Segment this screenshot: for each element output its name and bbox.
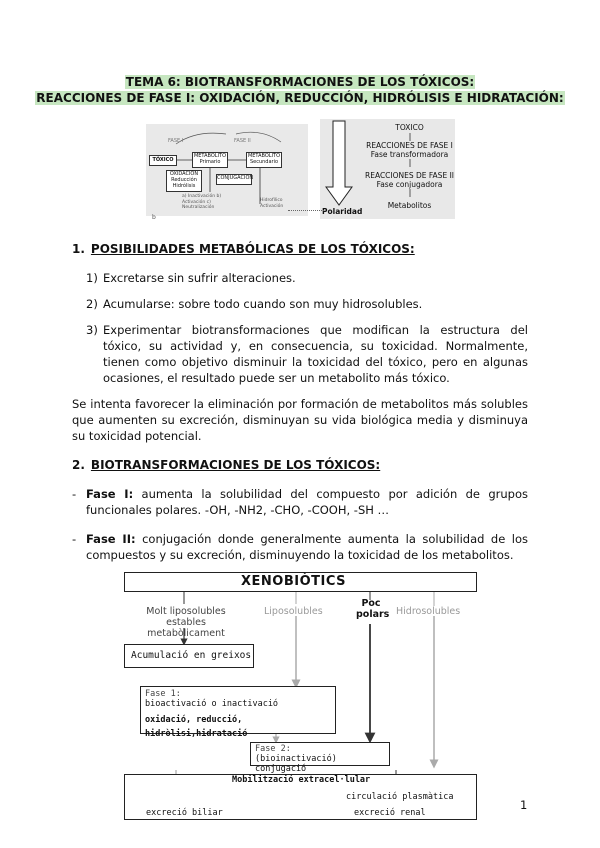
fase1-faint-label: FASE I [168, 138, 184, 144]
xenobiotics-diagram [124, 572, 477, 832]
fase2-bullet: Fase II: conjugación donde generalmente aumenta la solubilidad de los compuestos y su excreción, disminuyendo la toxicidad de los metabolitos. [86, 532, 529, 562]
page-number: 1 [520, 798, 528, 812]
col-liposolubles: Liposolubles [264, 606, 323, 617]
fig-fase2-label: REACCIONES DE FASE II [365, 171, 454, 180]
col-poc-polars: Poc polars [356, 598, 390, 620]
conjugacion-box: CONJUGACIÓN [216, 174, 252, 185]
section1-paragraph: Se intenta favorecer la eliminación por formación de metabolitos más solubles que aumenten su excreción, disminuyan su vida biológica media y disminuya su toxicidad potencial. [72, 397, 528, 443]
excrecio-biliar-label: excreció biliar [146, 808, 223, 818]
fase1-bullet: Fase I: aumenta la solubilidad del compuesto por adición de grupos funcionales polares. -OH, -NH2, -CHO, -COOH, -SH … [86, 487, 528, 517]
phases-figure [320, 119, 455, 219]
metabolism-figure [146, 124, 308, 216]
metabolito-primario-box: METABOLITO Primario [192, 152, 228, 168]
fase2-faint-label: FASE II [234, 138, 251, 144]
fig-fase2-sub: Fase conjugadora [376, 180, 443, 189]
bullet-dash: - [72, 487, 77, 501]
list-item: 3) Experimentar biotransformaciones que modifican la estructura del tóxico, su actividad y, en consecuencia, su toxicidad. Normalmente, tienen como objetivo disminuir la toxicidad del tóxico, pero en algunas ocasiones, el resultado puede ser un metabolito más tóxico. [86, 323, 528, 385]
figure-dotted-connector [288, 210, 324, 211]
circulacio-label: circulació plasmàtica [346, 792, 454, 802]
col-hidrosolubles: Hidrosolubles [396, 606, 461, 617]
section1-heading: 1. POSIBILIDADES METABÓLICAS DE LOS TÓXICOS: [72, 242, 415, 256]
excrecio-renal-label: excreció renal [354, 808, 426, 818]
metabolito-secundario-box: METABOLITO Secundario [246, 152, 282, 168]
col-liposolubles-estables: Molt liposolubles estables metabòlicament [146, 606, 226, 639]
fig-fase1-sub: Fase transformadora [370, 150, 449, 159]
fig-metabolitos-label: Metabolitos [387, 201, 432, 210]
figure-left-notes: a) Inactivación b) Activación c) Neutralización [182, 194, 222, 210]
oxidacion-box: OXIDACIÓN Reducción Hidrólisis [166, 170, 202, 192]
fig-polaridad-label: Polaridad [322, 207, 363, 216]
fig-toxico-label: TOXICO [395, 123, 424, 132]
toxico-box: TÓXICO [149, 155, 177, 166]
bullet-dash: - [72, 532, 77, 546]
list-item: 2) Acumularse: sobre todo cuando son muy hidrosolubles. [86, 297, 423, 311]
page-title: TEMA 6: BIOTRANSFORMACIONES DE LOS TÓXICOS: [125, 75, 475, 89]
section2-heading: 2. BIOTRANSFORMACIONES DE LOS TÓXICOS: [72, 458, 381, 472]
list-item: 1) Excretarse sin sufrir alteraciones. [86, 271, 296, 285]
fig-fase1-label: REACCIONES DE FASE I [366, 141, 453, 150]
xenobiotics-title: XENOBIÒTICS [124, 572, 477, 592]
figure-right-notes: Hidrofílico Activación [260, 198, 284, 209]
page-subtitle: REACCIONES DE FASE I: OXIDACIÓN, REDUCCIÓN, HIDRÓLISIS E HIDRATACIÓN: [36, 91, 564, 105]
fase1-box: Fase 1: bioactivació o inactivació oxidació, reducció, hidròlisi,hidratació [140, 686, 336, 734]
fase2-box: Fase 2: (bioinactivació) conjugació [250, 742, 390, 766]
figure-mark: b [152, 214, 156, 221]
acumulacio-box: Acumulació en greixos [124, 644, 254, 668]
mobilitzacio-label: Mobilització extracel·lular [232, 775, 371, 785]
